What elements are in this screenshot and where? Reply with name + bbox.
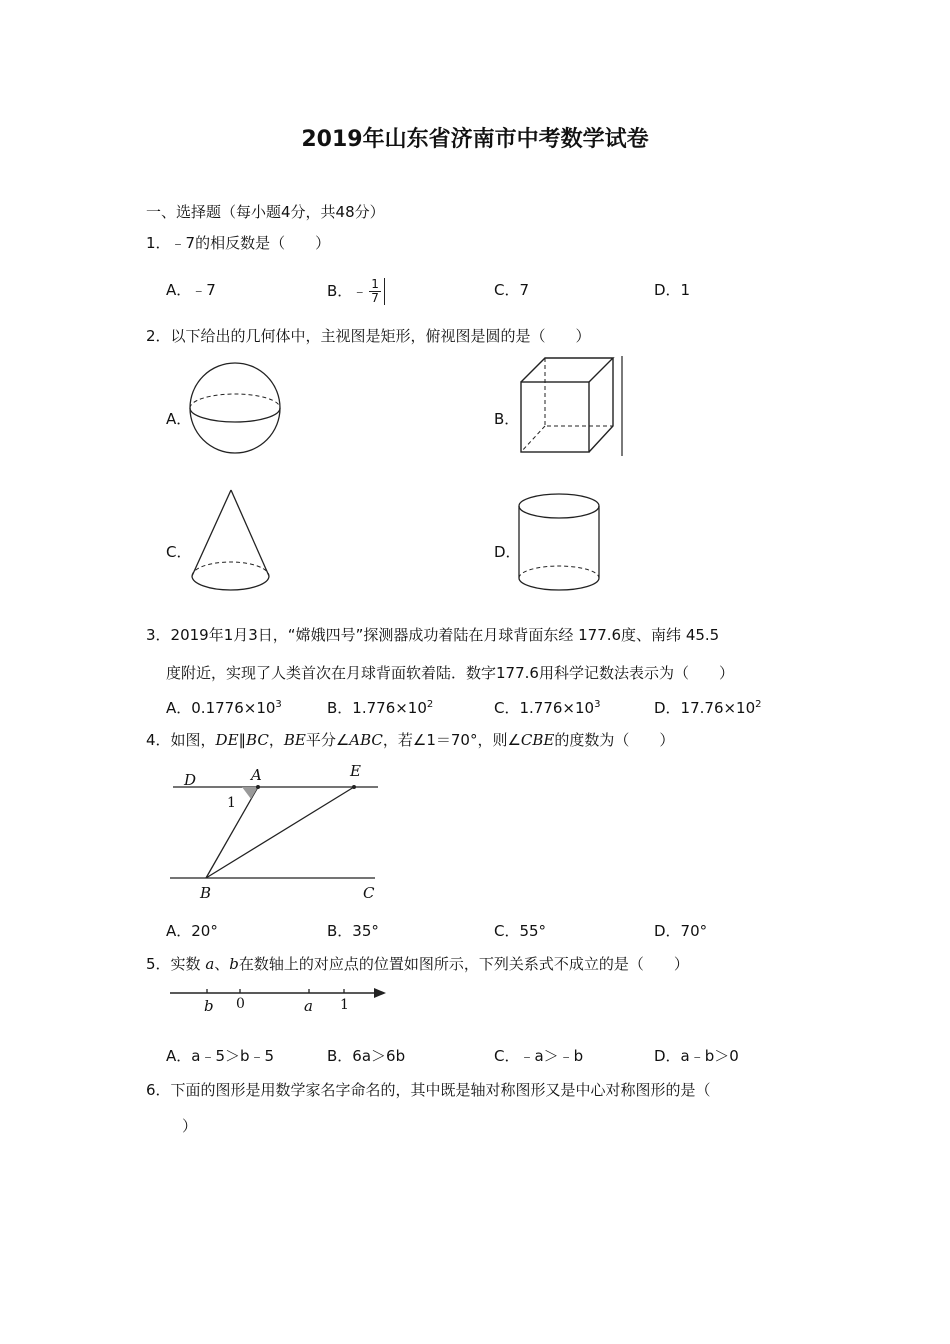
q4-option-b: B．35° — [327, 922, 379, 940]
axis-label-one: 1 — [340, 997, 349, 1013]
q5-option-b: B．6a＞6b — [327, 1047, 406, 1065]
q4-stem-prefix: 4．如图， — [146, 731, 216, 749]
q4-bisect-text: 平分∠ — [305, 731, 350, 749]
q3-option-c — [494, 696, 600, 717]
figure-label-d: D — [184, 771, 197, 789]
q2-option-d: D． — [494, 543, 521, 561]
q5-stem-prefix: 5．实数 — [146, 955, 201, 973]
q3-option-a-base: A．0.1776×10 — [166, 699, 276, 717]
question-2-stem: 2．以下给出的几何体中，主视图是矩形，俯视图是圆的是（ ） — [146, 327, 591, 345]
q3-option-a — [166, 696, 282, 717]
q4-segment-bc: BC — [246, 731, 269, 749]
q5-option-d: D．a﹣b＞0 — [654, 1047, 739, 1065]
q3-option-b-base: B．1.776×10 — [327, 699, 427, 717]
figure-label-a: A — [251, 766, 262, 784]
q3-option-b-exponent: 2 — [426, 699, 434, 710]
q1-option-b-prefix: B．﹣ — [327, 282, 368, 300]
q1-option-d: D．1 — [654, 281, 691, 299]
q4-parallel-symbol: ∥ — [238, 731, 247, 749]
axis-label-a: a — [304, 997, 313, 1015]
q4-separator: ， — [268, 731, 284, 749]
question-6-line-2: ） — [182, 1117, 198, 1135]
question-5-stem — [146, 955, 689, 973]
question-4-stem — [146, 731, 674, 749]
page-title: 2019年山东省济南市中考数学试卷 — [301, 127, 649, 152]
q5-var-a: a — [205, 955, 215, 973]
q5-var-b: b — [229, 955, 239, 973]
q2-option-c: C． — [166, 543, 192, 561]
figure-label-b: B — [200, 884, 212, 902]
figure-label-e: E — [350, 762, 361, 780]
q2-option-a: A． — [166, 410, 192, 428]
question-6-line-1: 6．下面的图形是用数学家名字命名的，其中既是轴对称图形又是中心对称图形的是（ — [146, 1081, 711, 1099]
question-1-stem: 1．﹣7的相反数是（ ） — [146, 234, 331, 252]
axis-label-zero: 0 — [236, 996, 245, 1012]
q5-option-c: C．﹣a＞﹣b — [494, 1047, 584, 1065]
number-line-figure — [168, 985, 390, 1005]
q4-angle-abc: ABC — [349, 731, 383, 749]
q3-option-d-base: D．17.76×10 — [654, 699, 756, 717]
q1-option-b-fraction — [369, 278, 385, 305]
q4-angle-cbe: CBE — [520, 731, 555, 749]
q4-option-c: C．55° — [494, 922, 547, 940]
q1-option-c: C．7 — [494, 281, 530, 299]
q3-option-a-exponent: 3 — [275, 699, 282, 710]
q3-option-c-base: C．1.776×10 — [494, 699, 595, 717]
q3-option-c-exponent: 3 — [594, 699, 601, 710]
q3-option-d — [654, 696, 762, 717]
question-3-line-2: 度附近，实现了人类首次在月球背面软着陆．数字177.6用科学记数法表示为（ ） — [166, 664, 734, 682]
q4-stem-end: 的度数为（ ） — [554, 731, 675, 749]
figure-label-c: C — [363, 884, 375, 902]
section-heading: 一、选择题（每小题4分，共48分） — [146, 203, 385, 221]
q5-stem-suffix: 在数轴上的对应点的位置如图所示，下列关系式不成立的是（ ） — [238, 955, 689, 973]
q1-option-b — [327, 271, 385, 311]
cube-icon — [518, 356, 628, 458]
cylinder-icon — [517, 492, 603, 596]
axis-label-b: b — [204, 997, 214, 1015]
q3-option-b — [327, 696, 433, 717]
q5-option-a: A．a﹣5＞b﹣5 — [166, 1047, 275, 1065]
q1-option-a: A．﹣7 — [166, 281, 216, 299]
q4-segment-be: BE — [283, 731, 306, 749]
q4-option-a: A．20° — [166, 922, 218, 940]
angle-1-marker — [242, 787, 258, 799]
fraction-denominator: 7 — [371, 290, 379, 305]
sphere-icon — [188, 361, 288, 461]
fraction-numerator: 1 — [371, 276, 379, 291]
q3-option-d-exponent: 2 — [755, 699, 762, 710]
cone-icon — [190, 488, 272, 596]
figure-label-angle-1: 1 — [227, 795, 236, 811]
q2-option-b: B． — [494, 410, 520, 428]
q4-segment-de: DE — [215, 731, 239, 749]
q5-separator: 、 — [214, 955, 230, 973]
q4-condition-text: ，若∠1＝70°，则∠ — [382, 731, 521, 749]
question-3-line-1: 3．2019年1月3日，“嫦娥四号”探测器成功着陆在月球背面东经 177.6度、南纬 45.5 — [146, 626, 720, 644]
q4-option-d: D．70° — [654, 922, 708, 940]
